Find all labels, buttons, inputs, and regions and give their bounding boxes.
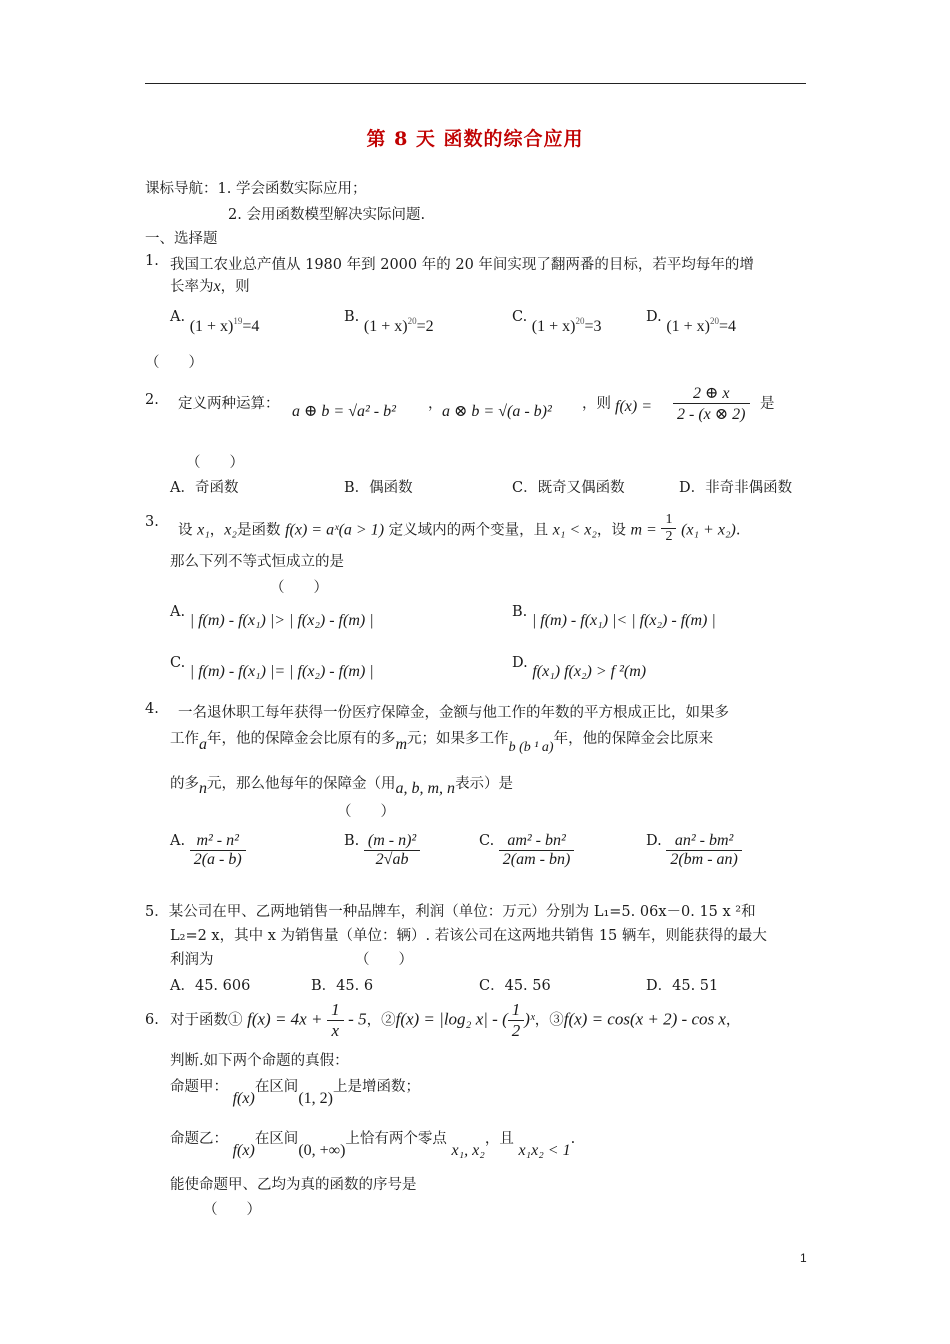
- nav-item-2: 2. 会用函数模型解决实际问题.: [228, 207, 426, 223]
- q5-line2: L₂=2 x，其中 x 为销售量（单位：辆）. 若该公司在这两地共销售 15 辆车，则能获得的最大: [170, 928, 767, 944]
- q6-text: ，且: [484, 1131, 514, 1147]
- q6-line2: 判断.如下两个命题的真假：: [170, 1053, 349, 1069]
- q1-text-line1: 我国工农业总产值从 1980 年到 2000 年的 20 年间实现了翻两番的目标，若平均每年的增: [170, 257, 754, 273]
- option-label: A.: [170, 309, 186, 325]
- q6-jia-label: 命题甲：: [170, 1079, 228, 1095]
- q2-op1: a ⊕ b = √a² - b²: [292, 403, 396, 420]
- q4-var-a: a: [199, 736, 207, 753]
- option-label: D.: [512, 655, 528, 671]
- q3-text: .: [735, 522, 741, 539]
- q6-f2-tail: )ˣ: [524, 1009, 535, 1029]
- q4-text: 年，他的保障金会比原来: [553, 731, 714, 747]
- q6-jia-interval: (1, 2): [298, 1090, 333, 1107]
- q3-option-a[interactable]: [170, 603, 374, 629]
- q3-m-def: m =: [630, 521, 657, 539]
- header-rule: [145, 83, 806, 84]
- q1-option-c[interactable]: [512, 306, 602, 335]
- q6-text: 上是增函数；: [332, 1079, 420, 1095]
- q3-m-rhs: (x₁ + x₂): [681, 521, 736, 539]
- q4-answer-paren: （ ）: [337, 804, 395, 820]
- q2-fx: f(x) =: [615, 398, 652, 415]
- section-heading: 一、选择题: [145, 231, 218, 247]
- q2-op2: a ⊗ b = √(a - b)²: [442, 403, 552, 420]
- page-number: 1: [800, 1251, 807, 1265]
- nav-item-1: 1. 学会函数实际应用；: [217, 181, 367, 197]
- option-label: C.: [512, 309, 528, 325]
- q4-var-n: n: [199, 780, 207, 797]
- option-formula: $(1 + x)^{20}=4$: [666, 316, 737, 335]
- q4-line3: [170, 772, 514, 797]
- option-formula: | f(m) - f(x₁) |= | f(x₂) - f(m) |: [189, 663, 374, 680]
- q6-yi-vars: x₁, x₂: [451, 1142, 485, 1159]
- q4-option-c[interactable]: [479, 832, 574, 869]
- q3-text: 设: [178, 522, 193, 539]
- q1-option-b[interactable]: [344, 306, 434, 335]
- q6-text: ，③: [534, 1012, 564, 1029]
- option-num: an² - bm²: [666, 832, 742, 851]
- q4-var-b: b (b ¹ a): [508, 740, 554, 755]
- option-num: m² - n²: [190, 832, 246, 851]
- q4-text: 元，那么他每年的保障金（用: [207, 776, 396, 792]
- q2-then: ，则: [582, 396, 611, 412]
- q1-option-a[interactable]: [170, 306, 260, 335]
- option-label: B.: [344, 309, 360, 325]
- option-label: D.: [646, 309, 662, 325]
- q3-m-frac: $\frac{1}{2}$: [661, 512, 676, 545]
- q2-sep: ，: [428, 396, 443, 412]
- option-label: B.: [344, 832, 360, 849]
- q6-f1-frac: $\frac{1}{x}$: [327, 1000, 344, 1041]
- q6-yi-condition: x₁x₂ < 1: [518, 1142, 571, 1159]
- q1-text-line2: [170, 275, 250, 296]
- q2-number: 2.: [145, 392, 159, 408]
- q3-text: 定义域内的两个变量，且: [388, 522, 549, 539]
- q6-f2-frac: $\frac{1}{2}$: [508, 1000, 525, 1041]
- q6-f3: f(x) = cos(x + 2) - cos x: [563, 1009, 726, 1029]
- q1-line2-text: 长率为: [170, 279, 214, 295]
- q5-option-a[interactable]: A．45. 606: [170, 978, 251, 994]
- q3-answer-paren: （ ）: [270, 580, 328, 596]
- q6-yi-interval: (0, +∞): [298, 1142, 346, 1159]
- q6-text: 对于函数①: [170, 1012, 243, 1029]
- q4-line1: 一名退休职工每年获得一份医疗保障金，金额与他工作的年数的平方根成正比，如果多: [178, 705, 729, 721]
- q4-text: 工作: [170, 731, 199, 747]
- q1-var-x: x: [213, 278, 221, 295]
- q6-text: ，: [725, 1012, 741, 1029]
- option-formula: f(x₁) f(x₂) > f ²(m): [532, 663, 647, 680]
- q3-x2: x₂: [224, 521, 237, 539]
- q6-text: .: [570, 1131, 576, 1147]
- option-formula: $(1 + x)^{19}=4$: [189, 316, 260, 335]
- q4-text: 元；如果多工作: [407, 731, 509, 747]
- option-label: C.: [479, 832, 495, 849]
- option-label: B.: [512, 604, 528, 620]
- q3-option-c[interactable]: [170, 654, 374, 680]
- q6-text: 上恰有两个零点: [345, 1131, 447, 1147]
- option-den: 2(am - bn): [502, 851, 571, 868]
- option-num: am² - bn²: [499, 832, 575, 851]
- q2-answer-paren: （ ）: [186, 455, 244, 471]
- q4-line2: [170, 727, 714, 755]
- q4-option-d[interactable]: [646, 832, 742, 869]
- q5-line3: 利润为: [170, 952, 214, 968]
- option-label: C.: [170, 655, 186, 671]
- q6-final: 能使命题甲、乙均为真的函数的序号是: [170, 1177, 417, 1193]
- option-formula: $(1 + x)^{20}=2$: [363, 316, 434, 335]
- option-den: 2(bm - an): [670, 851, 738, 868]
- q3-condition: x₁ < x₂: [552, 521, 597, 539]
- q2-option-b[interactable]: B．偶函数: [344, 480, 413, 496]
- q3-text: ，设: [596, 522, 626, 539]
- q3-option-d[interactable]: [512, 654, 647, 680]
- q6-yi-f: f(x): [232, 1142, 255, 1159]
- q3-line1: [178, 514, 740, 547]
- q4-text: 表示）是: [455, 776, 514, 792]
- q4-var-m: m: [395, 736, 408, 753]
- q6-number: 6.: [145, 1012, 159, 1028]
- q6-f2: f(x) = |log₂ x| - (: [395, 1009, 508, 1029]
- q2-option-c[interactable]: C．既奇又偶函数: [512, 480, 625, 496]
- q3-option-b[interactable]: [512, 603, 716, 629]
- q4-option-a[interactable]: [170, 832, 246, 869]
- q4-vars: a, b, m, n: [395, 780, 456, 797]
- q6-yi-label: 命题乙：: [170, 1131, 228, 1147]
- option-formula: $(1 + x)^{20}=3$: [531, 316, 602, 335]
- q4-text: 的多: [170, 776, 199, 792]
- q4-number: 4.: [145, 701, 159, 717]
- q3-line2: 那么下列不等式恒成立的是: [170, 554, 344, 570]
- q5-option-d[interactable]: D．45. 51: [646, 978, 719, 994]
- q5-line1: 5．某公司在甲、乙两地销售一种品牌车，利润（单位：万元）分别为 L₁=5. 06x－0. 15 x ²和: [145, 904, 756, 920]
- option-label: A.: [170, 832, 186, 849]
- q6-jia-f: f(x): [232, 1090, 255, 1107]
- option-label: A.: [170, 604, 186, 620]
- q2-frac-num: 2 ⊕ x: [673, 383, 750, 404]
- option-den: 2(a - b): [193, 851, 242, 868]
- q3-x1: x₁: [197, 521, 210, 539]
- option-formula: | f(m) - f(x₁) |> | f(x₂) - f(m) |: [189, 612, 374, 629]
- q1-line2-end: ，则: [220, 279, 250, 295]
- q5-option-b[interactable]: B．45. 6: [311, 978, 374, 994]
- q6-line1: [170, 1000, 740, 1041]
- q3-text: 是函数: [236, 522, 281, 539]
- q6-text: 在区间: [254, 1079, 299, 1095]
- q2-option-a[interactable]: A．奇函数: [170, 480, 239, 496]
- q1-number: 1.: [145, 253, 159, 269]
- option-formula: | f(m) - f(x₁) |< | f(x₂) - f(m) |: [531, 612, 716, 629]
- q2-lead: 定义两种运算：: [178, 396, 280, 412]
- q2-tail: 是: [760, 396, 775, 412]
- q6-text: ，②: [366, 1012, 396, 1029]
- q2-fraction: [673, 383, 750, 424]
- option-den: 2√ab: [375, 851, 409, 868]
- q2-frac-den: 2 - (x ⊗ 2): [677, 406, 746, 423]
- q4-text: 年，他的保障金会比原有的多: [207, 731, 396, 747]
- q3-number: 3.: [145, 514, 159, 530]
- q5-answer-paren: （ ）: [355, 952, 413, 968]
- q6-answer-paren: （ ）: [203, 1202, 261, 1218]
- nav-block: [145, 177, 366, 198]
- q6-f1-tail: - 5: [348, 1009, 367, 1029]
- q4-option-b[interactable]: [344, 832, 420, 869]
- q3-text: ，: [209, 522, 225, 539]
- q5-option-c[interactable]: C．45. 56: [479, 978, 551, 994]
- page-title: 第 8 天 函数的综合应用: [366, 128, 584, 150]
- q6-proposition-jia: [170, 1075, 420, 1107]
- q1-answer-paren: （ ）: [145, 355, 203, 371]
- q3-function: f(x) = aˣ(a > 1): [285, 521, 385, 539]
- option-label: D.: [646, 832, 662, 849]
- q2-option-d[interactable]: D．非奇非偶函数: [679, 480, 793, 496]
- q6-text: 在区间: [254, 1131, 299, 1147]
- q6-proposition-yi: [170, 1127, 576, 1159]
- q1-option-d[interactable]: [646, 306, 737, 335]
- nav-label: 课标导航：: [145, 181, 218, 197]
- q6-f1: f(x) = 4x +: [247, 1009, 323, 1029]
- option-num: (m - n)²: [364, 832, 420, 851]
